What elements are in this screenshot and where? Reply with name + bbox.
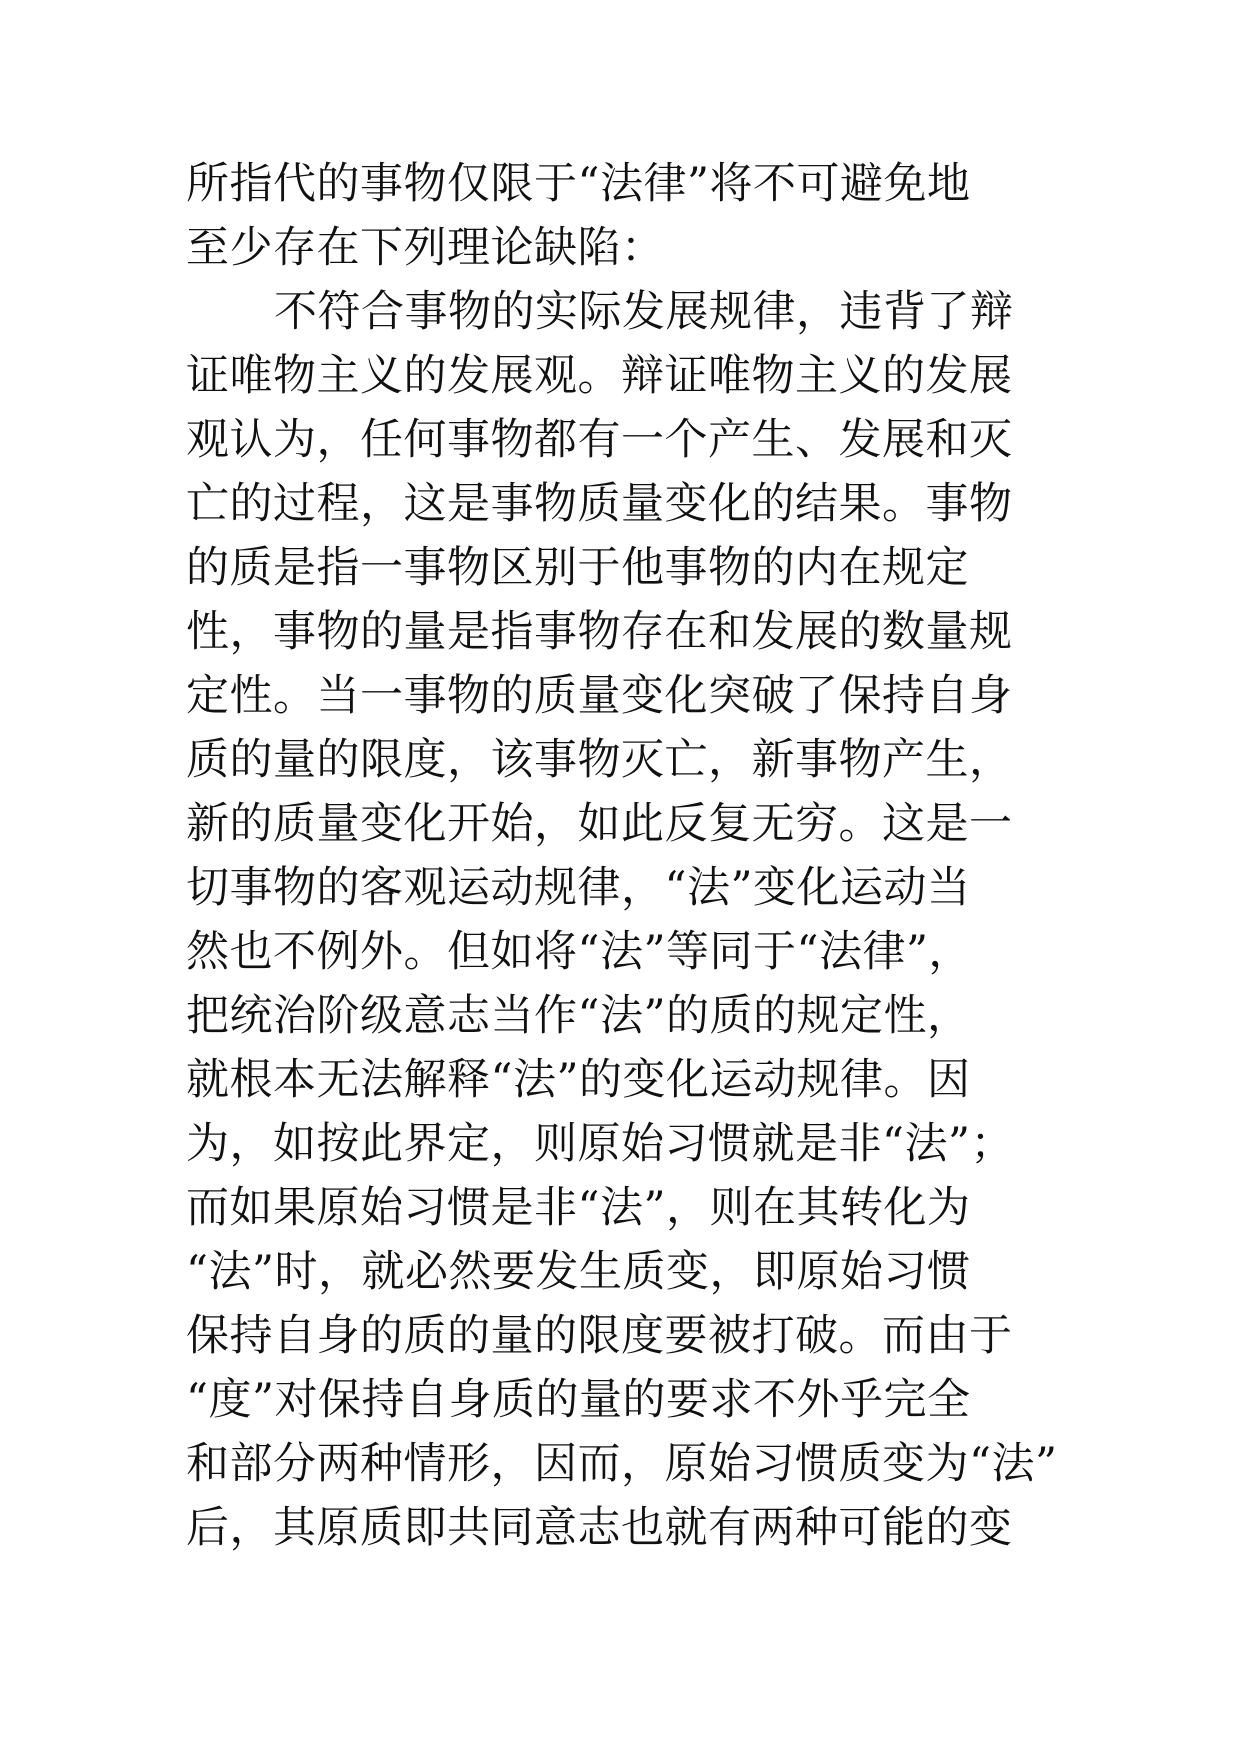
body-text xyxy=(186,152,1056,1560)
paragraph-first-line: 不符合事物的实际发展规律，违背了辩 xyxy=(274,287,1014,337)
text-line: 切事物的客观运动规律，“法”变化运动当 xyxy=(186,863,971,913)
text-line: 新的质量变化开始，如此反复无穷。这是一 xyxy=(186,799,1013,849)
text-line: 的质是指一事物区别于他事物的内在规定 xyxy=(186,543,969,593)
text-line: 和部分两种情形，因而，原始习惯质变为“法” xyxy=(186,1439,1058,1489)
text-line: 所指代的事物仅限于“法律”将不可避免地 xyxy=(186,159,971,209)
text-line: 性，事物的量是指事物存在和发展的数量规 xyxy=(186,607,1013,657)
text-line: 亡的过程，这是事物质量变化的结果。事物 xyxy=(186,479,1013,529)
text-line: 定性。当一事物的质量变化突破了保持自身 xyxy=(186,671,1013,721)
text-line: “法”时，就必然要发生质变，即原始习惯 xyxy=(186,1247,971,1297)
text-line: 保持自身的质的量的限度要被打破。而由于 xyxy=(186,1311,1013,1361)
text-line: 至少存在下列理论缺陷： xyxy=(186,223,665,273)
text-line: 就根本无法解释“法”的变化运动规律。因 xyxy=(186,1055,971,1105)
text-line: 后，其原质即共同意志也就有两种可能的变 xyxy=(186,1503,1013,1553)
text-line: 然也不例外。但如将“法”等同于“法律”， xyxy=(186,927,972,977)
text-line: “度”对保持自身质的量的要求不外乎完全 xyxy=(186,1375,971,1425)
text-line: 而如果原始习惯是非“法”，则在其转化为 xyxy=(186,1183,971,1233)
text-line: 质的量的限度，该事物灭亡，新事物产生， xyxy=(186,735,1013,785)
text-line: 为，如按此界定，则原始习惯就是非“法”； xyxy=(186,1119,1014,1169)
text-line: 证唯物主义的发展观。辩证唯物主义的发展 xyxy=(186,351,1013,401)
text-line: 观认为，任何事物都有一个产生、发展和灭 xyxy=(186,415,1013,465)
text-line: 把统治阶级意志当作“法”的质的规定性， xyxy=(186,991,971,1041)
